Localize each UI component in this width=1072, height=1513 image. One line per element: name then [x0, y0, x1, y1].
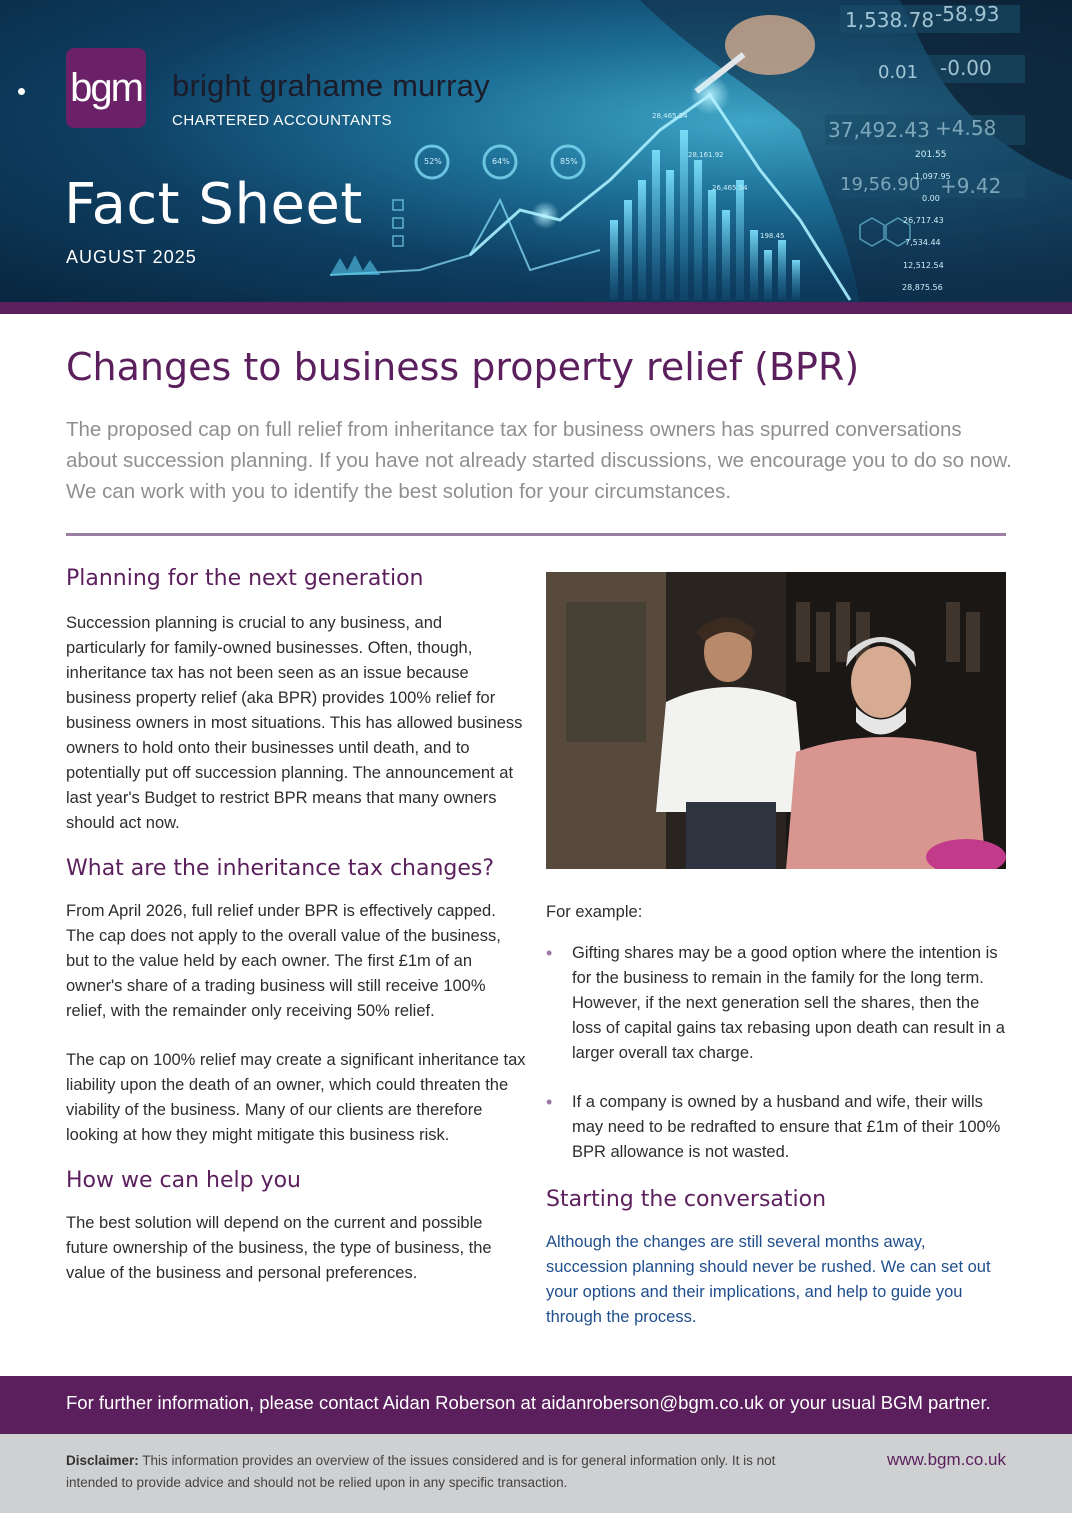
- header-banner: [0, 0, 1072, 305]
- chart-number: 1,538.78: [845, 8, 935, 32]
- example-bullet-list: [546, 941, 1006, 1165]
- fact-sheet-date: AUGUST 2025: [66, 247, 197, 267]
- example-bullet-1: • Gifting shares may be a good option where the intention is for the business to remain in the family for the long term. However, if the next generation sell the shares, then the loss of capital gains tax rebasing upon death can result in a larger overall tax charge.: [546, 941, 1006, 1066]
- chart-number: 28,875.56: [902, 283, 943, 292]
- article-intro: The proposed cap on full relief from inheritance tax for business owners has spurred conversations about succession planning. If you have not already started discussions, we encourage you to do so now. We can work with you to identify the best solution for your circumstances.: [66, 418, 1012, 503]
- brand-name: bright grahame murray: [172, 68, 490, 103]
- gauge-label: 64%: [492, 157, 510, 166]
- brand-subtitle: CHARTERED ACCOUNTANTS: [172, 112, 392, 129]
- chart-number: 26,717.43: [903, 216, 944, 225]
- chart-number: 28,465.54: [652, 112, 688, 120]
- section-body-changes-2: The cap on 100% relief may create a significant inheritance tax liability upon the death of an owner, which could threaten the viability of the business. Many of our clients are therefore looking at how they might mitigate this business risk.: [66, 1051, 526, 1144]
- business-owners-photo: [546, 572, 1006, 869]
- right-column: [546, 572, 1006, 1330]
- bgm-logo: bgm: [66, 48, 146, 128]
- chart-number: 201.55: [915, 150, 947, 160]
- fact-sheet-title: Fact Sheet: [64, 172, 363, 237]
- disclaimer-label: Disclaimer:: [66, 1453, 139, 1468]
- example-bullet-2: • If a company is owned by a husband and wife, their wills may need to be redrafted to ensure that £1m of their 100% BPR allowance is not wasted.: [546, 1090, 1006, 1165]
- chart-number: 0.01: [878, 62, 919, 83]
- chart-number: 26,465.54: [712, 184, 748, 192]
- gauge-label: 52%: [424, 157, 442, 166]
- header-accent-bar: [0, 302, 1072, 314]
- chart-number: 0.00: [922, 194, 940, 203]
- example-lead: For example:: [546, 903, 643, 921]
- disclaimer: [66, 1450, 826, 1494]
- website-link[interactable]: www.bgm.co.uk: [886, 1450, 1006, 1469]
- chart-number: -58.93: [935, 2, 1000, 26]
- section-heading-changes: What are the inheritance tax changes?: [66, 856, 495, 881]
- section-body-help: The best solution will depend on the current and possible future ownership of the business, the type of business, the value of the business and personal preferences.: [66, 1214, 492, 1282]
- left-column: [66, 566, 526, 1286]
- gauge-label: 85%: [560, 157, 578, 166]
- section-body-changes-1: From April 2026, full relief under BPR is effectively capped. The cap does not apply to the overall value of the business, but to the value held by each owner. The first £1m of an owner's share of a trading business will still receive 100% relief, with the remainder only receiving 50% relief.: [66, 902, 501, 1020]
- chart-number: +4.58: [935, 116, 997, 140]
- section-heading-conversation: Starting the conversation: [546, 1187, 827, 1212]
- chart-number: 7,534.44: [905, 238, 941, 247]
- chart-number: 12,512.54: [903, 261, 944, 270]
- section-body-planning: Succession planning is crucial to any business, and particularly for family-owned businesses. Often, though, inheritance tax has not been seen as an issue because business property relief (aka BPR) provides 100% relief for business owners in most situations. This has allowed business owners to hold onto their businesses until death, and to potentially put off succession planning. The announcement at last year's Budget to restrict BPR means that many owners should act now.: [66, 614, 523, 832]
- contact-text: For further information, please contact Aidan Roberson at aidanroberson@bgm.co.uk or your usual BGM partner.: [66, 1392, 991, 1413]
- chart-number: 37,492.43: [828, 118, 930, 142]
- chart-number: -0.00: [940, 56, 992, 80]
- chart-number: +9.42: [940, 174, 1002, 198]
- article-title: Changes to business property relief (BPR): [66, 345, 860, 389]
- disclaimer-text: This information provides an overview of the issues considered and is for general information only. It is not intended to provide advice and should not be relied upon in any specific transaction.: [66, 1453, 776, 1490]
- section-divider: [66, 533, 1006, 536]
- chart-number: 19,56.90: [840, 174, 921, 195]
- section-heading-planning: Planning for the next generation: [66, 566, 424, 591]
- section-body-conversation: Although the changes are still several months away, succession planning should never be rushed. We can set out your options and their implications, and help to guide you through the process.: [546, 1233, 991, 1326]
- chart-number: 1,097.95: [915, 172, 951, 181]
- section-heading-help: How we can help you: [66, 1168, 301, 1193]
- chart-number: 28,161.92: [688, 151, 724, 159]
- decorative-dot: [18, 88, 25, 95]
- photo-illustration: [546, 572, 1006, 869]
- chart-number: 198.45: [760, 232, 785, 240]
